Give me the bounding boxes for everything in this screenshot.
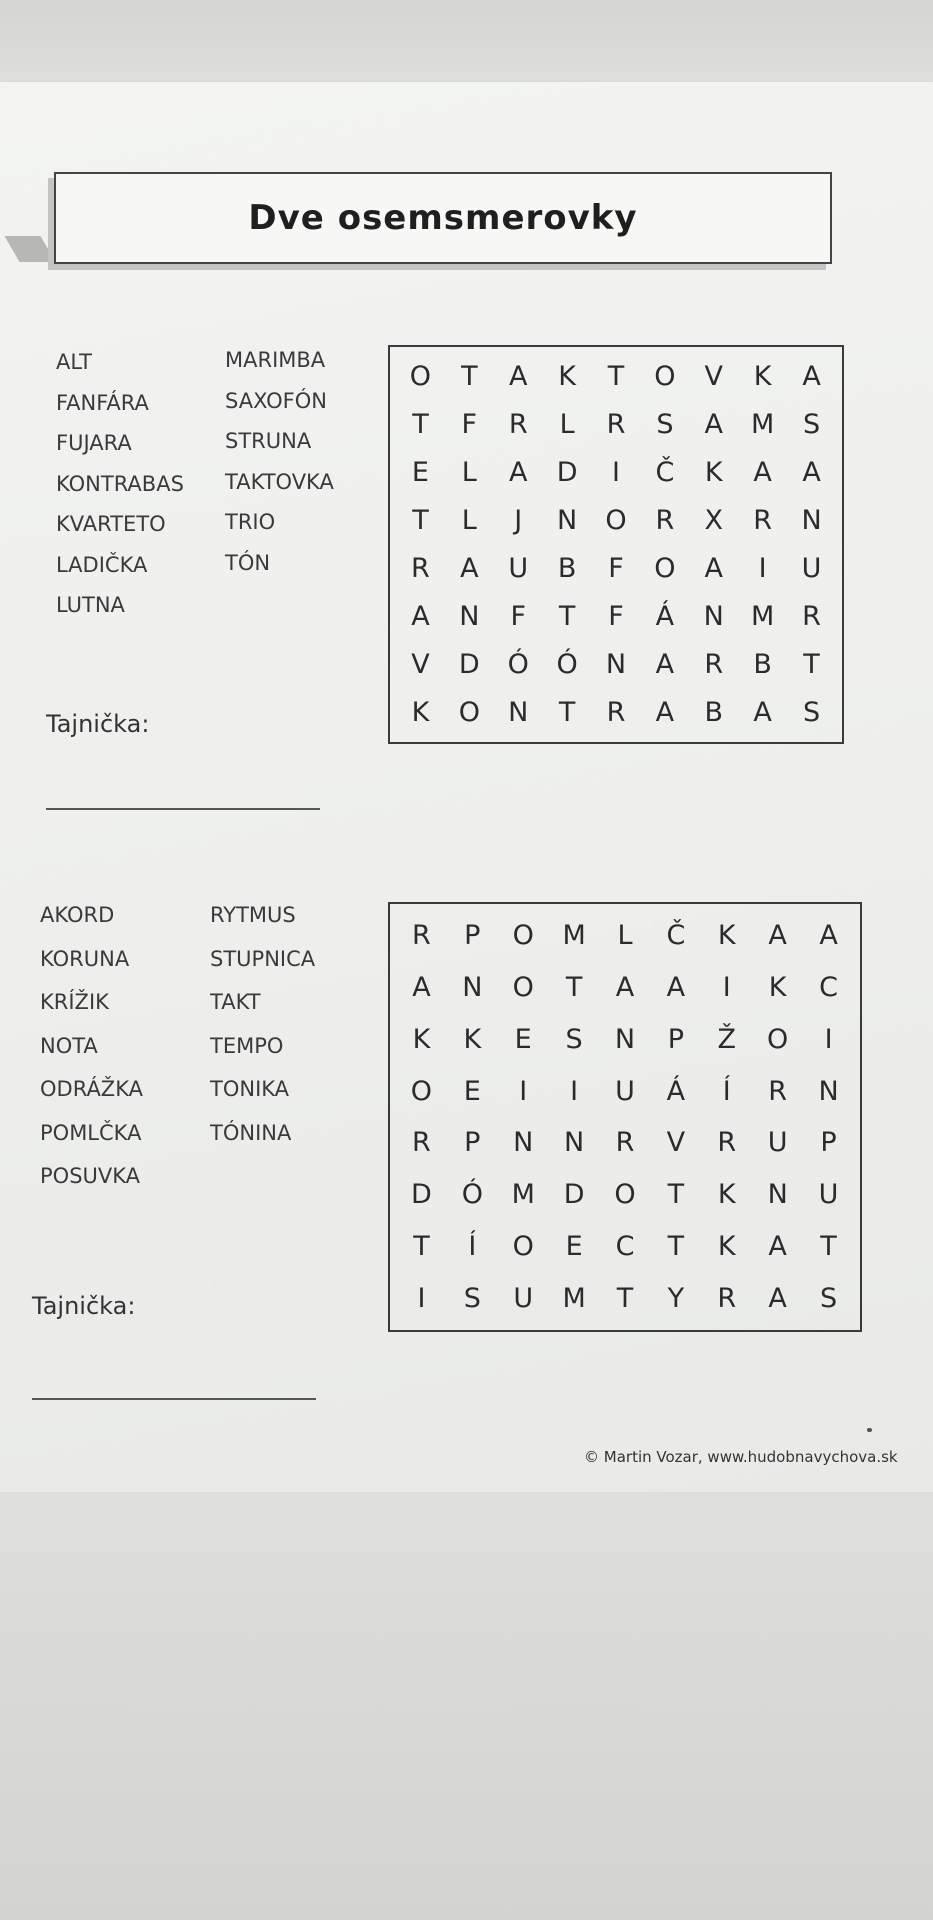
grid-letter: S: [819, 1282, 838, 1314]
word-list-item: LUTNA: [56, 593, 125, 617]
grid-letter: A: [508, 457, 528, 489]
word-list-item: FUJARA: [56, 431, 132, 455]
grid-letter: N: [605, 648, 627, 680]
word-list-item: NOTA: [40, 1033, 98, 1058]
grid-letter: Č: [655, 457, 675, 489]
grid-letter: T: [558, 600, 576, 632]
word-list-item: TÓN: [225, 550, 271, 575]
word-list-item: TONIKA: [210, 1077, 290, 1101]
grid-letter: U: [818, 1179, 839, 1211]
grid-letter: R: [615, 1127, 635, 1159]
grid-letter: O: [512, 1230, 534, 1262]
grid-letter: T: [558, 696, 576, 728]
title-banner: [54, 172, 832, 264]
grid-letter: S: [802, 409, 821, 441]
grid-letter: U: [801, 552, 822, 584]
grid-letter: A: [460, 552, 479, 584]
grid-letter: R: [717, 1282, 737, 1314]
grid-letter: S: [463, 1282, 481, 1314]
grid-letter: M: [751, 409, 775, 441]
word-list-item: ALT: [56, 350, 93, 374]
word-list-item: KRÍŽIK: [40, 990, 109, 1014]
grid-letter: B: [557, 552, 577, 584]
word-list-item: TÓNINA: [210, 1120, 292, 1145]
word-list-item: KVARTETO: [56, 512, 166, 536]
grid-letter: O: [512, 972, 534, 1004]
grid-letter: A: [666, 972, 686, 1004]
copyright-footer: © Martin Vozar, www.hudobnavychova.sk: [584, 1448, 898, 1466]
grid-letter: K: [412, 1023, 431, 1055]
grid-letter: P: [464, 920, 481, 952]
grid-letter: R: [508, 409, 528, 441]
grid-letter: U: [513, 1282, 534, 1314]
grid-letter: Ž: [717, 1023, 737, 1055]
page-title: Dve osemsmerovky: [248, 198, 638, 238]
grid-letter: A: [753, 457, 772, 489]
grid-letter: A: [768, 920, 787, 952]
grid-letter: D: [556, 457, 578, 489]
grid-letter: D: [458, 648, 480, 680]
grid-letter: I: [570, 1075, 579, 1107]
grid-letter: V: [666, 1127, 686, 1159]
grid-letter: R: [606, 409, 626, 441]
word-list-item: TRIO: [225, 510, 276, 534]
grid-letter: I: [758, 552, 767, 584]
grid-letter: R: [412, 920, 431, 952]
grid-letter: O: [654, 361, 676, 393]
grid-letter: K: [768, 972, 787, 1004]
grid-letter: T: [412, 409, 429, 441]
grid-letter: A: [412, 972, 431, 1004]
grid-letter: U: [767, 1127, 788, 1159]
grid-letter: Á: [655, 600, 675, 632]
grid-letter: E: [514, 1023, 532, 1055]
grid-letter: A: [802, 361, 821, 393]
grid-letter: T: [412, 505, 429, 537]
word-list-item: KONTRABAS: [56, 471, 184, 496]
grid-letter: N: [614, 1023, 636, 1055]
grid-letter: S: [656, 409, 674, 441]
answer-line-2[interactable]: [32, 1398, 316, 1400]
grid-letter: O: [512, 920, 534, 952]
grid-letter: N: [564, 1127, 585, 1159]
grid-letter: E: [411, 457, 429, 489]
grid-letter: K: [463, 1023, 482, 1055]
grid-letter: O: [605, 505, 627, 537]
word-list-item: TAKT: [210, 990, 261, 1014]
word-list-item: FANFÁRA: [56, 390, 149, 415]
grid-letter: N: [818, 1075, 839, 1107]
grid-letter: I: [519, 1075, 528, 1107]
grid-letter: Í: [722, 1075, 731, 1107]
grid-letter: R: [753, 505, 773, 537]
grid-letter: L: [617, 920, 633, 952]
grid-letter: T: [565, 972, 583, 1004]
grid-letter: A: [802, 457, 821, 489]
word-list-item: TEMPO: [210, 1033, 284, 1058]
grid-letter: M: [751, 600, 775, 632]
grid-letter: T: [667, 1230, 685, 1262]
grid-letter: R: [655, 505, 675, 537]
grid-letter: A: [704, 552, 724, 584]
grid-letter: R: [412, 1127, 431, 1159]
grid-letter: O: [409, 361, 432, 393]
grid-letter: K: [704, 457, 723, 489]
word-list-item: STRUNA: [225, 429, 312, 453]
grid-letter: I: [417, 1282, 426, 1314]
grid-letter: R: [606, 696, 626, 728]
grid-letter: R: [802, 600, 821, 632]
grid-letter: K: [717, 1230, 736, 1262]
photo-background-top: [0, 0, 933, 90]
grid-letter: K: [558, 361, 576, 393]
grid-letter: N: [508, 696, 529, 728]
grid-letter: K: [753, 361, 772, 393]
grid-letter: T: [803, 648, 820, 680]
grid-letter: P: [667, 1023, 685, 1055]
grid-letter: X: [704, 505, 724, 537]
grid-letter: Ó: [556, 648, 578, 680]
word-list-item: RYTMUS: [210, 903, 296, 927]
grid-letter: M: [562, 920, 586, 952]
word-list-item: AKORD: [40, 903, 115, 927]
grid-letter: S: [565, 1023, 583, 1055]
grid-letter: K: [411, 696, 430, 728]
grid-letter: A: [411, 600, 430, 632]
grid-letter: O: [654, 552, 676, 584]
letter-grid-1: [388, 345, 844, 744]
grid-letter: T: [607, 361, 625, 393]
grid-letter: I: [824, 1023, 833, 1055]
word-list-item: LADIČKA: [56, 552, 148, 577]
grid-letter: F: [461, 409, 478, 441]
grid-letter: A: [753, 696, 772, 728]
paper-speck: [867, 1428, 872, 1432]
grid-letter: K: [717, 1179, 736, 1211]
grid-letter: A: [768, 1230, 787, 1262]
secret-word-label-2: Tajnička:: [32, 1292, 136, 1320]
grid-letter: R: [704, 648, 724, 680]
grid-letter: V: [411, 648, 430, 680]
photo-background-bottom: [0, 1492, 933, 1920]
grid-letter: P: [820, 1127, 837, 1159]
grid-letter: Y: [667, 1282, 685, 1314]
grid-letter: O: [767, 1023, 789, 1055]
grid-letter: A: [768, 1282, 787, 1314]
grid-letter: L: [461, 505, 477, 537]
grid-letter: I: [722, 972, 731, 1004]
grid-letter: F: [510, 600, 526, 632]
grid-letter: N: [513, 1127, 534, 1159]
word-list-item: MARIMBA: [225, 348, 326, 372]
grid-letter: N: [703, 600, 724, 632]
word-list-item: POMLČKA: [40, 1120, 142, 1145]
grid-letter: B: [704, 696, 724, 728]
grid-letter: N: [462, 972, 483, 1004]
grid-letter: Ó: [507, 648, 529, 680]
grid-letter: E: [565, 1230, 583, 1262]
secret-word-label-1: Tajnička:: [46, 710, 150, 738]
grid-letter: T: [461, 361, 478, 393]
grid-letter: R: [717, 1127, 737, 1159]
grid-letter: R: [768, 1075, 788, 1107]
grid-letter: T: [667, 1179, 685, 1211]
grid-letter: N: [767, 1179, 788, 1211]
grid-letter: N: [557, 505, 578, 537]
grid-letter: O: [614, 1179, 636, 1211]
grid-letter: Í: [468, 1230, 477, 1262]
grid-letter: F: [608, 552, 624, 584]
grid-letter: Á: [666, 1075, 686, 1107]
grid-letter: T: [413, 1230, 430, 1262]
grid-letter: C: [615, 1230, 635, 1262]
word-list-item: TAKTOVKA: [225, 469, 334, 494]
grid-letter: S: [802, 696, 821, 728]
grid-letter: D: [411, 1179, 432, 1211]
grid-letter: O: [410, 1075, 433, 1107]
grid-letter: U: [508, 552, 529, 584]
grid-letter: A: [655, 696, 675, 728]
grid-letter: M: [562, 1282, 586, 1314]
grid-letter: V: [704, 361, 724, 393]
grid-letter: T: [616, 1282, 634, 1314]
word-list-item: ODRÁŽKA: [40, 1077, 143, 1101]
grid-letter: N: [459, 600, 480, 632]
letter-grid-2: [388, 902, 862, 1332]
grid-letter: D: [563, 1179, 585, 1211]
grid-letter: N: [801, 505, 822, 537]
grid-letter: L: [461, 457, 477, 489]
word-list-item: SAXOFÓN: [225, 388, 327, 413]
grid-letter: O: [458, 696, 480, 728]
grid-letter: E: [463, 1075, 481, 1107]
grid-letter: U: [615, 1075, 635, 1107]
grid-letter: Č: [666, 920, 686, 952]
grid-letter: A: [819, 920, 838, 952]
grid-letter: Ó: [461, 1179, 483, 1211]
grid-letter: R: [411, 552, 430, 584]
grid-letter: I: [612, 457, 620, 489]
grid-letter: A: [704, 409, 724, 441]
grid-letter: J: [514, 505, 523, 537]
word-list-item: STUPNICA: [210, 946, 316, 971]
answer-line-1[interactable]: [46, 808, 320, 810]
word-list-item: KORUNA: [40, 946, 130, 971]
grid-letter: A: [615, 972, 635, 1004]
grid-letter: M: [511, 1179, 535, 1211]
grid-letter: L: [559, 409, 575, 441]
grid-letter: A: [655, 648, 675, 680]
grid-letter: P: [464, 1127, 481, 1159]
grid-letter: B: [753, 648, 772, 680]
grid-letter: F: [608, 600, 624, 632]
grid-letter: A: [508, 361, 528, 393]
grid-letter: C: [819, 972, 838, 1004]
grid-letter: T: [820, 1230, 837, 1262]
grid-letter: K: [717, 920, 736, 952]
word-list-item: POSUVKA: [40, 1164, 141, 1188]
